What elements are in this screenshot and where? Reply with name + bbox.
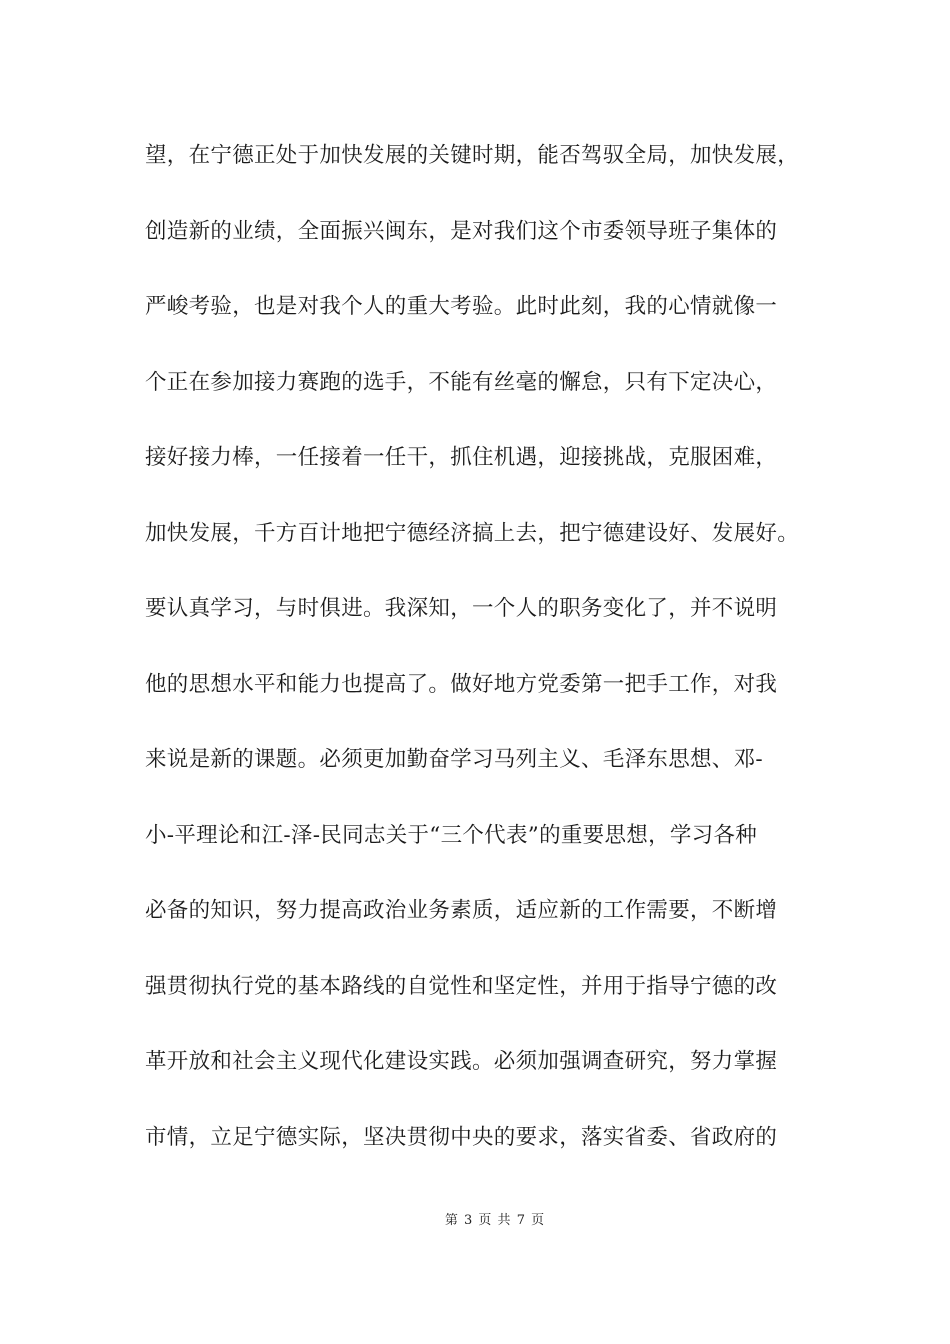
text-line: 强贯彻执行党的基本路线的自觉性和坚定性，并用于指导宁德的改 (145, 973, 778, 999)
text-line: 严峻考验，也是对我个人的重大考验。此时此刻，我的心情就像一 (145, 294, 778, 319)
text-line: 必备的知识，努力提高政治业务素质，适应新的工作需要，不断增 (145, 898, 778, 923)
text-line: 市情，立足宁德实际，坚决贯彻中央的要求，落实省委、省政府的 (145, 1124, 778, 1150)
text-line: 个正在参加接力赛跑的选手，不能有丝毫的懈怠，只有下定决心， (145, 369, 778, 395)
text-line: 他的思想水平和能力也提高了。做好地方党委第一把手工作，对我 (145, 671, 778, 697)
text-line: 望，在宁德正处于加快发展的关键时期，能否驾驭全局，加快发展， (145, 143, 800, 168)
text-line: 创造新的业绩，全面振兴闽东，是对我们这个市委领导班子集体的 (145, 218, 778, 244)
text-line: 加快发展，千方百计地把宁德经济搞上去，把宁德建设好、发展好。 (145, 520, 800, 546)
text-line: 要认真学习，与时俱进。我深知，一个人的职务变化了，并不说明 (145, 596, 778, 621)
page-number-footer: 第 3 页 共 7 页 (444, 1213, 546, 1228)
text-line: 接好接力棒，一任接着一任干，抓住机遇，迎接挑战，克服困难， (145, 445, 778, 470)
text-line: 来说是新的课题。必须更加勤奋学习马列主义、毛泽东思想、邓- (145, 747, 763, 772)
body-text (145, 136, 835, 1193)
text-line: 革开放和社会主义现代化建设实践。必须加强调查研究，努力掌握 (145, 1049, 778, 1074)
text-line: 小-平理论和江-泽-民同志关于“三个代表”的重要思想，学习各种 (145, 822, 758, 848)
